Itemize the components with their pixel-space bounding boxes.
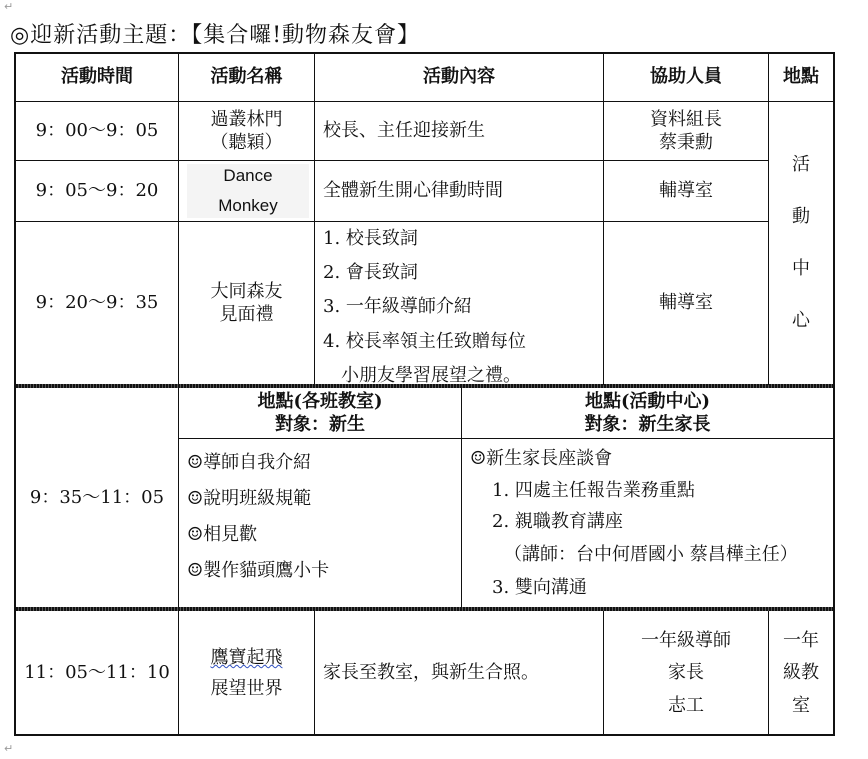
final-name-line1: 鷹寶起飛 <box>210 646 283 668</box>
split-right-item: 2. 親職教育講座 <box>492 511 623 532</box>
split-left-header <box>179 388 461 438</box>
row3-content <box>315 222 603 384</box>
row1-content: 校長、主任迎接新生 <box>323 119 485 141</box>
header-content: 活動內容 <box>423 66 495 88</box>
row2-name <box>187 164 309 218</box>
row3-content-item: 1. 校長致詞 <box>323 228 418 249</box>
split-right-item: （講師：台中何厝國小 蔡昌樺主任） <box>504 543 798 565</box>
final-location-line1: 一年 <box>783 629 819 651</box>
row2-staff: 輔導室 <box>659 179 713 201</box>
final-staff <box>604 611 768 736</box>
row3-content-item: 小朋友學習展望之禮。 <box>323 364 521 386</box>
final-name-line2: 展望世界 <box>210 677 283 699</box>
header-name: 活動名稱 <box>210 66 283 88</box>
title-text: ◎迎新活動主題：【集合囉!動物森友會】 <box>10 23 421 48</box>
location-char: 活 <box>792 153 810 175</box>
split-left-item: ☺導師自我介紹 <box>187 452 312 473</box>
header-staff: 協助人員 <box>650 66 722 88</box>
row3-content-item: 4. 校長率領主任致贈每位 <box>323 330 526 352</box>
row3-staff: 輔導室 <box>659 291 713 313</box>
row1-staff-line1: 資料組長 <box>650 108 722 130</box>
split-right-header-line2: 對象：新生家長 <box>584 414 711 435</box>
row1-name <box>179 102 314 160</box>
final-staff-line3: 志工 <box>668 694 704 716</box>
row1-staff <box>604 102 768 160</box>
final-name <box>179 611 314 736</box>
header-location: 地點 <box>783 66 819 88</box>
row3-time: 9：20～9：35 <box>35 291 159 313</box>
final-location-line3: 室 <box>792 694 810 716</box>
final-content: 家長至教室，與新生合照。 <box>323 662 539 684</box>
row1-time: 9：00～9：05 <box>35 119 159 141</box>
row3-name-line2: 見面禮 <box>219 304 274 325</box>
split-right-item: ☺新生家長座談會 <box>470 448 613 469</box>
row2-name-line2: Monkey <box>218 196 278 215</box>
header-time: 活動時間 <box>61 66 133 88</box>
final-location-line2: 級教 <box>783 662 819 684</box>
final-staff-line1: 一年級導師 <box>641 629 731 651</box>
split-right-item: 3. 雙向溝通 <box>492 576 587 598</box>
final-time: 11：05～11：10 <box>24 662 170 684</box>
split-right-header-line1: 地點(活動中心) <box>584 390 711 412</box>
row2-time: 9：05～9：20 <box>35 179 159 201</box>
page-title <box>10 18 420 49</box>
row2-content: 全體新生開心律動時間 <box>323 179 503 201</box>
split-right-header <box>462 388 833 438</box>
row1-staff-line2: 蔡秉勳 <box>659 132 713 153</box>
row3-content-item: 2. 會長致詞 <box>323 262 418 284</box>
split-left-list <box>179 439 461 607</box>
split-time: 9：35～11：05 <box>29 486 165 508</box>
paragraph-mark: ↵ <box>4 0 14 13</box>
location-char: 心 <box>792 310 810 332</box>
row3-name <box>179 222 314 384</box>
split-left-item: ☺說明班級規範 <box>187 488 312 509</box>
schedule-table <box>14 52 835 736</box>
final-staff-line2: 家長 <box>668 662 704 684</box>
location-char: 中 <box>792 258 810 279</box>
final-location <box>769 611 833 736</box>
split-left-item: ☺相見歡 <box>187 524 258 545</box>
row3-name-line1: 大同森友 <box>210 280 283 302</box>
split-left-item: ☺製作貓頭鷹小卡 <box>187 560 330 581</box>
split-left-header-line1: 地點(各班教室) <box>257 390 383 412</box>
split-right-item: 1. 四處主任報告業務重點 <box>492 479 695 501</box>
split-right-list <box>462 439 833 607</box>
split-left-header-line2: 對象：新生 <box>275 414 365 435</box>
location-char: 動 <box>792 205 810 227</box>
row1-name-line2: （聽穎） <box>210 132 283 153</box>
row3-content-item: 3. 一年級導師介紹 <box>323 296 472 318</box>
merged-location <box>769 102 833 384</box>
row1-name-line1: 過叢林門 <box>210 108 283 130</box>
row2-name-line1: Dance <box>223 166 273 186</box>
paragraph-mark: ↵ <box>4 742 14 755</box>
